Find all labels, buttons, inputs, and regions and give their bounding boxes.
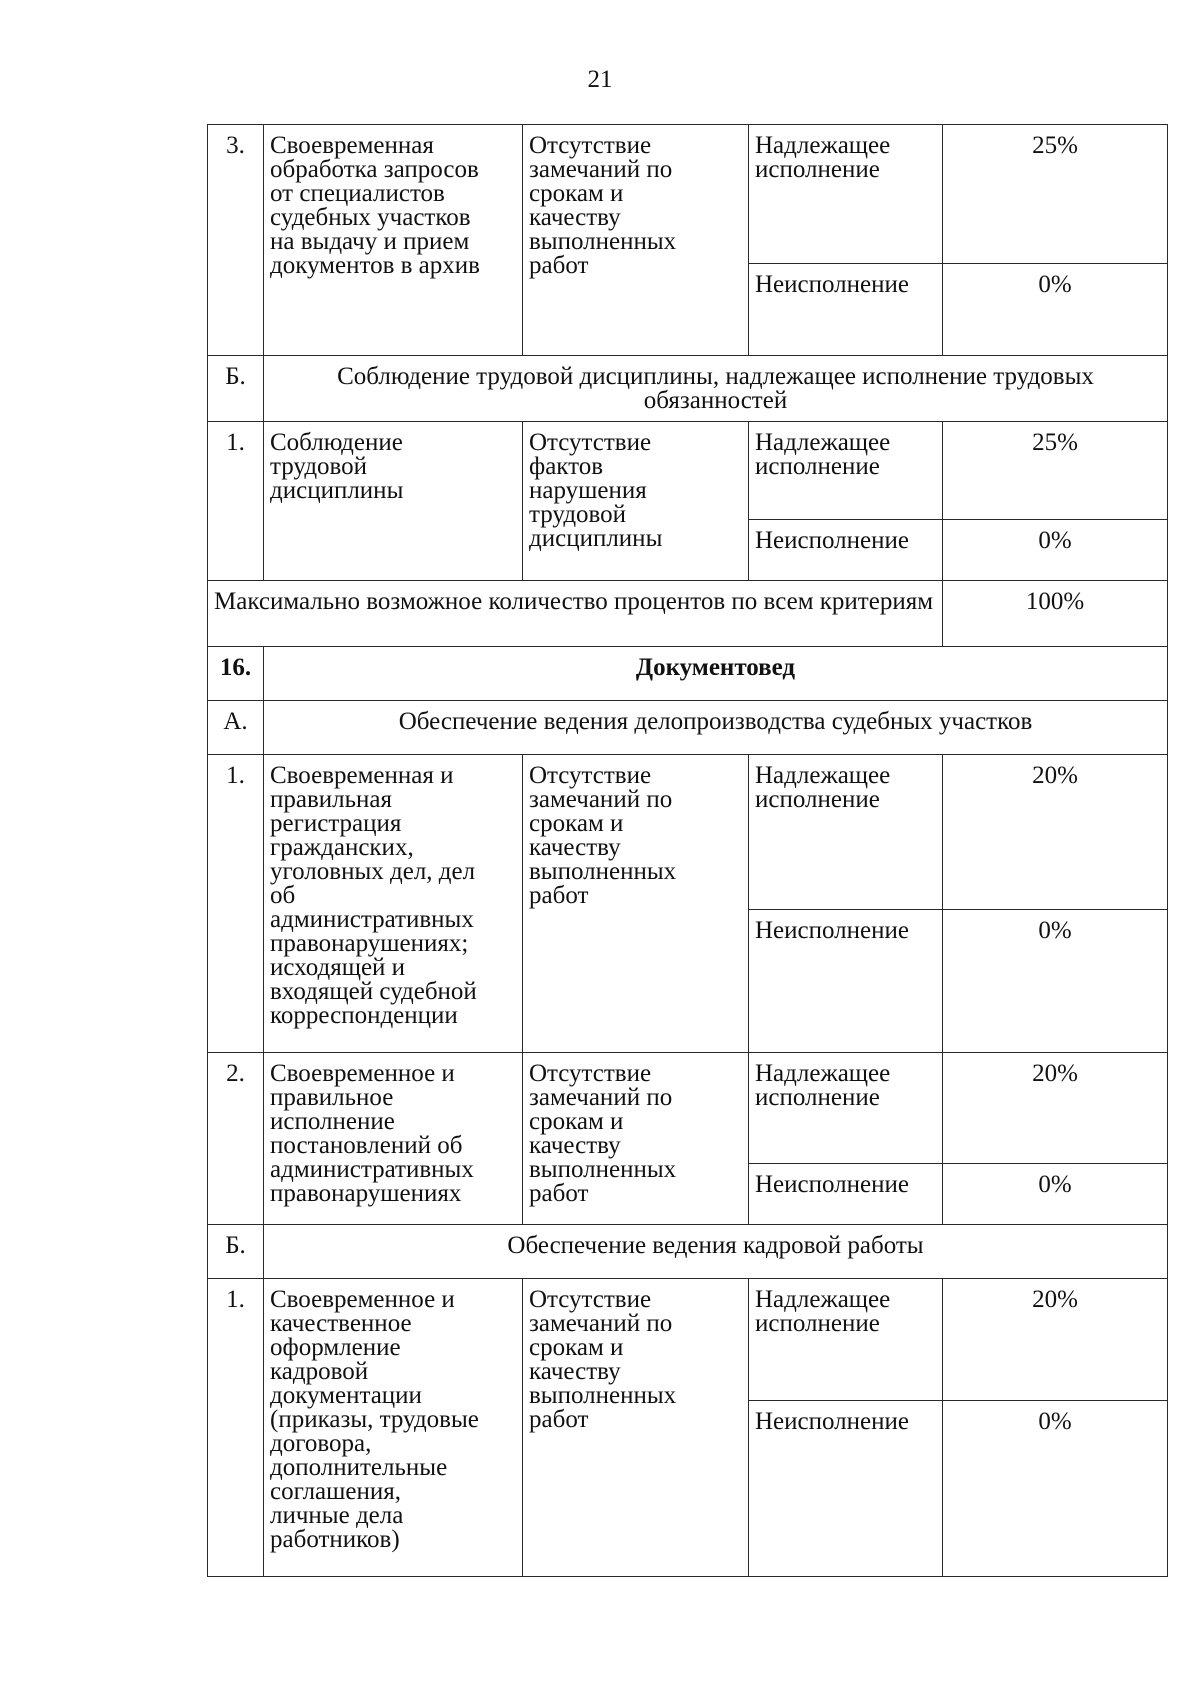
- page-number: 21: [587, 66, 613, 93]
- cell-line: правильная: [270, 786, 393, 813]
- indicator-cell: [523, 755, 749, 1053]
- cell-line: исполнение: [755, 1084, 880, 1111]
- criterion-cell: [264, 755, 523, 1053]
- cell-line: исходящей и: [270, 954, 406, 981]
- section-letter: Б.: [208, 356, 264, 422]
- table-row: [208, 1279, 1168, 1401]
- cell-line: дисциплины: [529, 525, 663, 552]
- criteria-table: [207, 124, 1168, 1577]
- cell-line: Отсутствие: [529, 429, 652, 456]
- bad-rating-cell: Неисполнение: [749, 910, 943, 1053]
- cell-line: замечаний по: [529, 1310, 673, 1337]
- bad-rating-cell: Неисполнение: [749, 1400, 943, 1576]
- good-rating-cell: [749, 1053, 943, 1164]
- cell-line: административных: [270, 906, 474, 933]
- good-percent-cell: 20%: [943, 1053, 1168, 1164]
- section-row: [208, 1225, 1168, 1279]
- cell-line: Своевременная и: [270, 762, 454, 789]
- indicator-cell: [523, 125, 749, 356]
- section-row: [208, 701, 1168, 755]
- indicator-cell: [523, 422, 749, 581]
- bad-percent-cell: 0%: [943, 520, 1168, 581]
- cell-line: выполненных: [529, 228, 677, 255]
- good-rating-cell: [749, 1279, 943, 1401]
- cell-line: регистрация: [270, 810, 402, 837]
- cell-line: Отсутствие: [529, 132, 652, 159]
- cell-line: замечаний по: [529, 786, 673, 813]
- cell-line: Надлежащее: [755, 762, 891, 789]
- cell-line: документов в архив: [270, 252, 480, 279]
- position-number: 16.: [208, 647, 264, 701]
- cell-line: срокам и: [529, 180, 624, 207]
- good-rating-cell: [749, 125, 943, 264]
- position-title: Документовед: [264, 647, 1168, 701]
- criterion-cell: [264, 1053, 523, 1225]
- cell-line: срокам и: [529, 1334, 624, 1361]
- section-letter: Б.: [208, 1225, 264, 1279]
- cell-line: обязанностей: [643, 387, 788, 414]
- cell-line: фактов: [529, 453, 604, 480]
- cell-line: исполнение: [755, 1310, 880, 1337]
- cell-line: исполнение: [755, 156, 880, 183]
- good-percent-cell: 25%: [943, 422, 1168, 520]
- section-row: [208, 356, 1168, 422]
- cell-line: документации: [270, 1382, 422, 1409]
- cell-line: качеству: [529, 1358, 621, 1385]
- bad-percent-cell: 0%: [943, 1400, 1168, 1576]
- cell-line: уголовных дел, дел: [270, 858, 476, 885]
- cell-line: исполнение: [270, 1108, 395, 1135]
- cell-line: дополнительные: [270, 1454, 448, 1481]
- cell-line: работ: [529, 252, 589, 279]
- cell-line: Своевременное и: [270, 1060, 455, 1087]
- cell-line: правонарушениях;: [270, 930, 469, 957]
- cell-line: Соблюдение трудовой дисциплины, надлежащее исполнение трудовых: [337, 363, 1094, 390]
- cell-line: срокам и: [529, 810, 624, 837]
- cell-line: Надлежащее: [755, 429, 891, 456]
- cell-line: выполненных: [529, 1382, 677, 1409]
- cell-line: правонарушениях: [270, 1180, 462, 1207]
- cell-line: судебных участков: [270, 204, 471, 231]
- cell-line: Надлежащее: [755, 132, 891, 159]
- cell-line: входящей судебной: [270, 978, 477, 1005]
- cell-line: постановлений об: [270, 1132, 463, 1159]
- cell-line: (приказы, трудовые: [270, 1406, 479, 1433]
- good-rating-cell: [749, 422, 943, 520]
- cell-line: договора,: [270, 1430, 372, 1457]
- criterion-cell: [264, 422, 523, 581]
- cell-line: правильное: [270, 1084, 394, 1111]
- cell-line: качеству: [529, 834, 621, 861]
- cell-line: личные дела: [270, 1502, 404, 1529]
- cell-line: выполненных: [529, 1156, 677, 1183]
- cell-line: дисциплины: [270, 477, 404, 504]
- cell-line: качественное: [270, 1310, 412, 1337]
- cell-line: от специалистов: [270, 180, 445, 207]
- good-rating-cell: [749, 755, 943, 910]
- total-percent: 100%: [943, 581, 1168, 647]
- table-row: [208, 1053, 1168, 1164]
- section-title: Обеспечение ведения делопроизводства судебных участков: [264, 701, 1168, 755]
- bad-rating-cell: Неисполнение: [749, 264, 943, 356]
- cell-line: работников): [270, 1526, 400, 1553]
- cell-line: Отсутствие: [529, 1060, 652, 1087]
- position-row: [208, 647, 1168, 701]
- bad-rating-cell: Неисполнение: [749, 520, 943, 581]
- cell-line: оформление: [270, 1334, 401, 1361]
- cell-line: замечаний по: [529, 1084, 673, 1111]
- cell-line: кадровой: [270, 1358, 369, 1385]
- table-row: [208, 755, 1168, 910]
- cell-line: об: [270, 882, 296, 909]
- section-title: [264, 356, 1168, 422]
- cell-line: исполнение: [755, 453, 880, 480]
- criterion-cell: [264, 125, 523, 356]
- cell-line: трудовой: [270, 453, 368, 480]
- cell-line: трудовой: [529, 501, 627, 528]
- cell-line: срокам и: [529, 1108, 624, 1135]
- cell-line: выполненных: [529, 858, 677, 885]
- cell-line: Отсутствие: [529, 1286, 652, 1313]
- row-number: 1.: [208, 1279, 264, 1577]
- row-number: 1.: [208, 422, 264, 581]
- cell-line: корреспонденции: [270, 1002, 458, 1029]
- section-title: Обеспечение ведения кадровой работы: [264, 1225, 1168, 1279]
- cell-line: нарушения: [529, 477, 647, 504]
- cell-line: замечаний по: [529, 156, 673, 183]
- cell-line: Надлежащее: [755, 1286, 891, 1313]
- cell-line: качеству: [529, 1132, 621, 1159]
- good-percent-cell: 20%: [943, 1279, 1168, 1401]
- cell-line: исполнение: [755, 786, 880, 813]
- bad-percent-cell: 0%: [943, 264, 1168, 356]
- good-percent-cell: 25%: [943, 125, 1168, 264]
- cell-line: Своевременная: [270, 132, 434, 159]
- total-row: [208, 581, 1168, 647]
- row-number: 1.: [208, 755, 264, 1053]
- good-percent-cell: 20%: [943, 755, 1168, 910]
- cell-line: Своевременное и: [270, 1286, 455, 1313]
- table-row: [208, 125, 1168, 264]
- indicator-cell: [523, 1279, 749, 1577]
- cell-line: обработка запросов: [270, 156, 479, 183]
- criterion-cell: [264, 1279, 523, 1577]
- indicator-cell: [523, 1053, 749, 1225]
- cell-line: работ: [529, 1180, 589, 1207]
- cell-line: работ: [529, 1406, 589, 1433]
- total-label: Максимально возможное количество процентов по всем критериям: [208, 581, 943, 647]
- row-number: 3.: [208, 125, 264, 356]
- bad-rating-cell: Неисполнение: [749, 1164, 943, 1225]
- cell-line: административных: [270, 1156, 474, 1183]
- cell-line: качеству: [529, 204, 621, 231]
- cell-line: работ: [529, 882, 589, 909]
- bad-percent-cell: 0%: [943, 910, 1168, 1053]
- cell-line: Надлежащее: [755, 1060, 891, 1087]
- row-number: 2.: [208, 1053, 264, 1225]
- table-row: [208, 422, 1168, 520]
- section-letter: А.: [208, 701, 264, 755]
- cell-line: на выдачу и прием: [270, 228, 470, 255]
- cell-line: гражданских,: [270, 834, 414, 861]
- bad-percent-cell: 0%: [943, 1164, 1168, 1225]
- cell-line: Соблюдение: [270, 429, 403, 456]
- cell-line: Отсутствие: [529, 762, 652, 789]
- cell-line: соглашения,: [270, 1478, 402, 1505]
